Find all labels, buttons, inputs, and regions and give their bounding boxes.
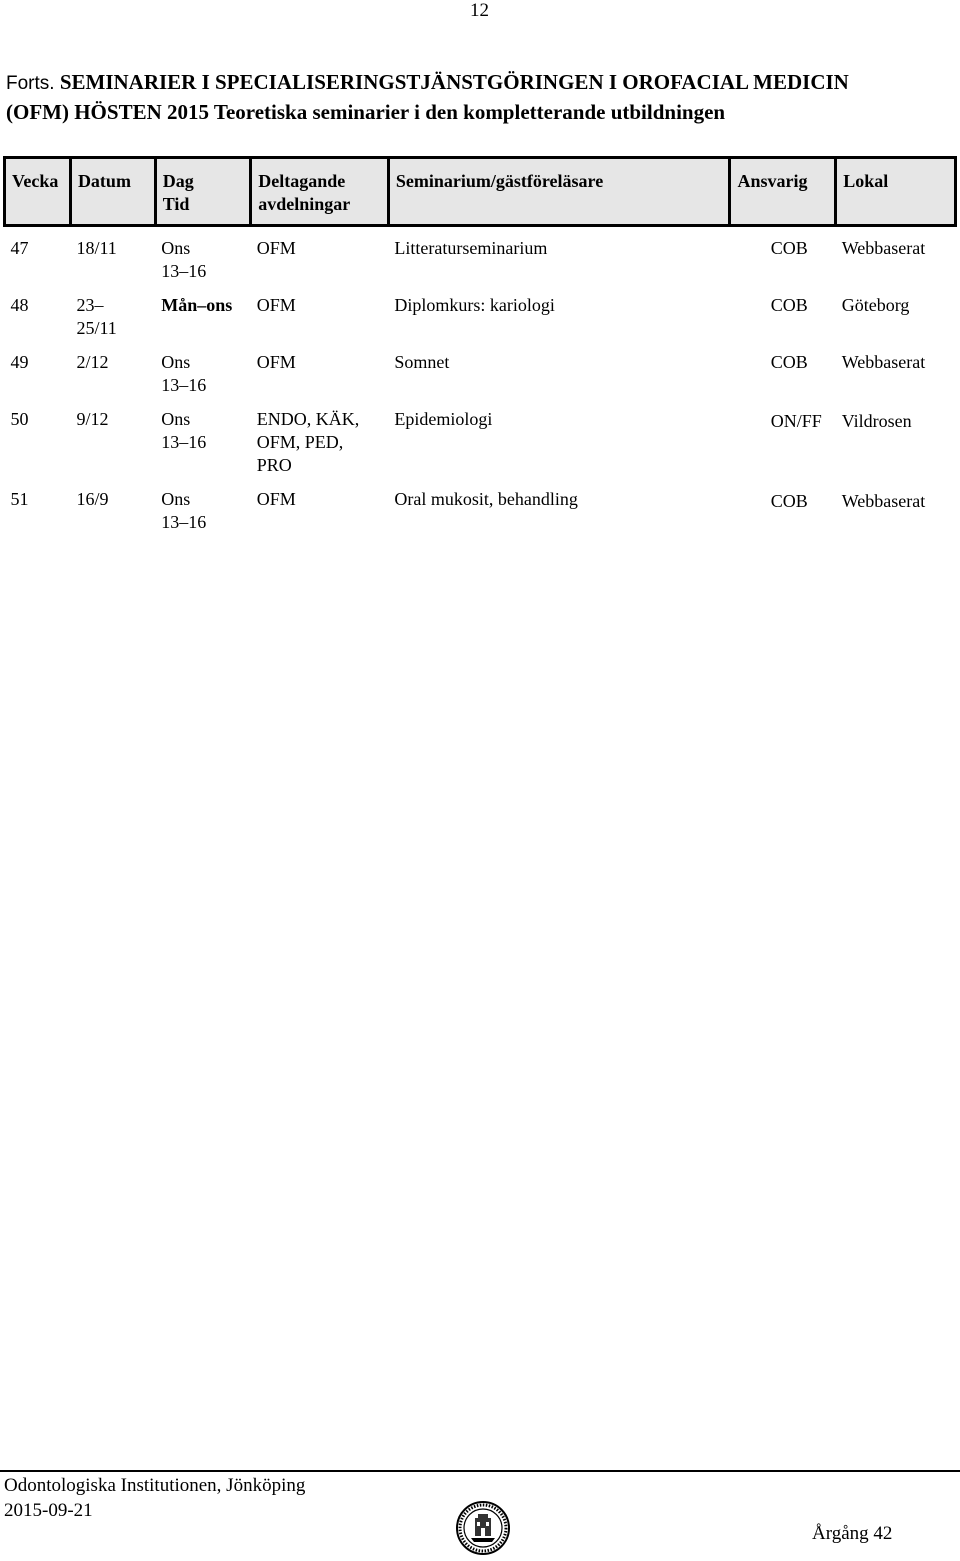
table-row xyxy=(5,408,956,488)
header-vecka: Vecka xyxy=(5,158,71,226)
cell-vecka: 48 xyxy=(10,295,29,315)
cell-dag: Ons xyxy=(161,352,191,372)
cell-avdelningar-line1: ENDO, KÄK, xyxy=(256,409,360,429)
cell-dag: Ons xyxy=(161,409,191,429)
table-row xyxy=(5,294,956,351)
cell-vecka: 49 xyxy=(10,352,29,372)
header-seminarium: Seminarium/gästföreläsare xyxy=(388,158,730,226)
cell-tid: 13–16 xyxy=(161,375,207,395)
cell-ansvarig: COB xyxy=(770,491,808,511)
footer-divider xyxy=(0,1470,960,1472)
cell-lokal: Webbaserat xyxy=(841,238,926,258)
cell-seminarium: Somnet xyxy=(394,352,450,372)
table-row xyxy=(5,226,956,295)
header-deltagande-line1: Deltagande xyxy=(258,171,346,191)
cell-ansvarig: COB xyxy=(770,295,808,315)
cell-datum-line2: 25/11 xyxy=(76,318,117,338)
cell-lokal: Göteborg xyxy=(841,295,910,315)
cell-seminarium: Litteraturseminarium xyxy=(394,238,548,258)
cell-tid: 13–16 xyxy=(161,261,207,281)
page-title xyxy=(6,68,956,126)
cell-lokal: Vildrosen xyxy=(841,411,912,431)
cell-seminarium: Oral mukosit, behandling xyxy=(394,489,578,509)
cell-avdelningar xyxy=(251,408,389,488)
table-header-row xyxy=(5,158,956,226)
cell-vecka: 47 xyxy=(10,238,29,258)
cell-tid: 13–16 xyxy=(161,512,207,532)
title-line1: SEMINARIER I SPECIALISERINGSTJÄNSTGÖRINGEN I OROFACIAL MEDICIN xyxy=(59,70,849,94)
header-dag-tid xyxy=(155,158,251,226)
title-line2: (OFM) HÖSTEN 2015 Teoretiska seminarier i den kompletterande utbildningen xyxy=(6,100,726,124)
cell-dag-tid xyxy=(155,226,251,295)
header-lokal: Lokal xyxy=(836,158,956,226)
page-number: 12 xyxy=(470,0,489,21)
cell-avdelningar: OFM xyxy=(256,238,296,258)
cell-vecka: 50 xyxy=(10,409,29,429)
cell-datum xyxy=(70,294,155,351)
cell-avdelningar-line2: OFM, PED, xyxy=(256,432,344,452)
cell-datum: 9/12 xyxy=(76,409,109,429)
header-dag: Dag xyxy=(162,171,194,191)
institution-seal-icon xyxy=(455,1500,511,1556)
cell-avdelningar-line3: PRO xyxy=(256,455,292,475)
cell-ansvarig: COB xyxy=(770,238,808,258)
cell-datum: 2/12 xyxy=(76,352,109,372)
cell-dag-tid xyxy=(155,351,251,408)
cell-ansvarig: COB xyxy=(770,352,808,372)
cell-lokal: Webbaserat xyxy=(841,491,926,511)
cell-avdelningar: OFM xyxy=(256,295,296,315)
cell-tid: 13–16 xyxy=(161,432,207,452)
schedule-table xyxy=(3,156,957,545)
header-deltagande xyxy=(251,158,389,226)
header-tid: Tid xyxy=(162,194,190,214)
cell-lokal: Webbaserat xyxy=(841,352,926,372)
header-deltagande-line2: avdelningar xyxy=(258,194,351,214)
cell-datum: 18/11 xyxy=(76,238,117,258)
cell-datum: 16/9 xyxy=(76,489,109,509)
header-datum: Datum xyxy=(70,158,155,226)
cell-dag-tid xyxy=(155,408,251,488)
cell-vecka: 51 xyxy=(10,489,29,509)
footer-year-label: Årgång 42 xyxy=(812,1523,893,1544)
cell-dag-tid xyxy=(155,488,251,545)
cell-dag: Mån–ons xyxy=(161,295,233,315)
cell-dag: Ons xyxy=(161,238,191,258)
cell-avdelningar: OFM xyxy=(256,352,296,372)
cell-datum-line1: 23– xyxy=(76,295,104,315)
cell-seminarium: Diplomkurs: kariologi xyxy=(394,295,555,315)
header-ansvarig: Ansvarig xyxy=(730,158,836,226)
footer-institution: Odontologiska Institutionen, Jönköping xyxy=(4,1475,306,1496)
cell-avdelningar: OFM xyxy=(256,489,296,509)
title-prefix: Forts. xyxy=(6,73,55,94)
cell-ansvarig: ON/FF xyxy=(770,411,822,431)
cell-dag: Ons xyxy=(161,489,191,509)
cell-seminarium: Epidemiologi xyxy=(394,409,493,429)
footer-date: 2015-09-21 xyxy=(4,1500,93,1521)
table-row xyxy=(5,351,956,408)
table-row xyxy=(5,488,956,545)
